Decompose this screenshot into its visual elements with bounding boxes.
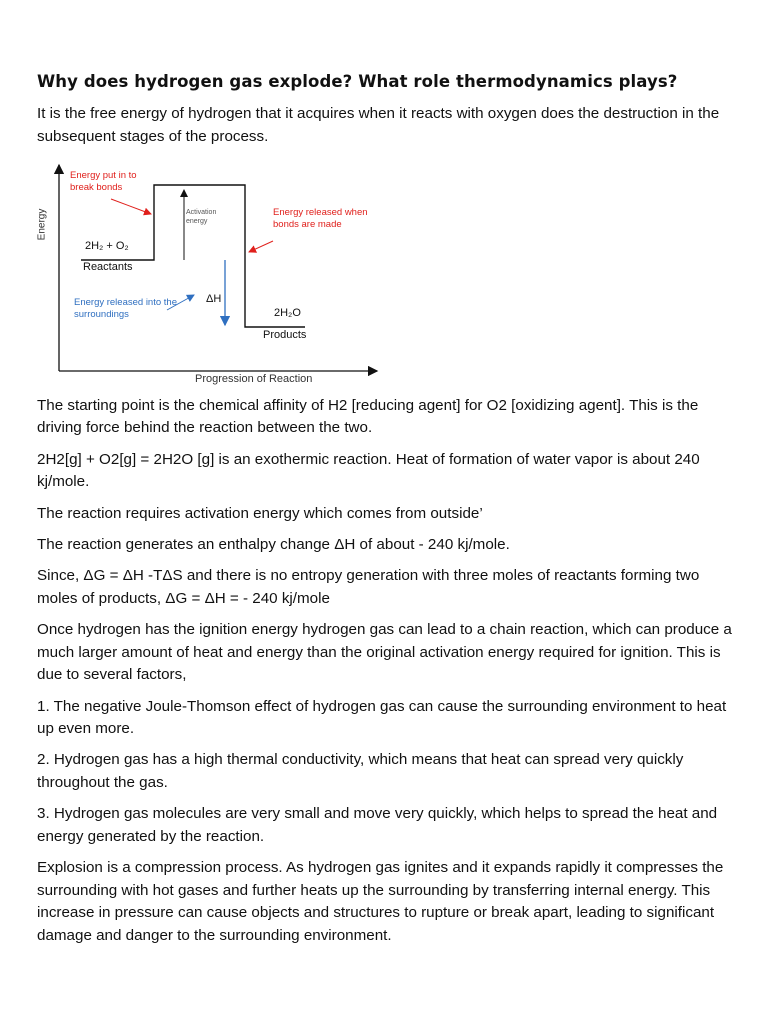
paragraph: Explosion is a compression process. As hydrogen gas ignites and it expands rapidly it compresses the surrounding with hot gases and further heats up the surrounding by transferring internal energy. This increase in pressure can cause objects and structures to rupture or break apart, leading to significant damage and danger to the surrounding environment. <box>37 859 724 944</box>
paragraph: The reaction requires activation energy which comes from outside’ <box>37 504 483 522</box>
list-item: 3. Hydrogen gas molecules are very small and move very quickly, which helps to spread the heat and energy generated by the reaction. <box>37 805 718 845</box>
energy-released-bonds-label: Energy released when bonds are made <box>273 206 368 230</box>
activation-energy-label: Activation energy <box>186 208 217 225</box>
paragraph: Since, ΔG = ΔH -TΔS and there is no entropy generation with three moles of reactants forming two moles of products, ΔG = ΔH = - 240 kj/mole <box>37 567 700 607</box>
paragraph: 2H2[g] + O2[g] = 2H2O [g] is an exothermic reaction. Heat of formation of water vapor is about 240 kj/mole. <box>37 450 700 491</box>
energy-diagram <box>37 157 397 389</box>
article-heading: Why does hydrogen gas explode? What role thermodynamics plays? <box>37 72 678 91</box>
energy-put-in-label: Energy put in to break bonds <box>70 169 137 193</box>
article <box>37 70 737 956</box>
delta-h-label: ΔH <box>206 292 222 305</box>
x-axis-label: Progression of Reaction <box>195 372 313 385</box>
paragraph: The starting point is the chemical affinity of H2 [reducing agent] for O2 [oxidizing agent]. This is the driving force behind the reaction between the two. <box>37 396 699 437</box>
intro-paragraph: It is the free energy of hydrogen that it acquires when it reacts with oxygen does the destruction in the subsequent stages of the process. <box>37 105 720 145</box>
energy-released-bonds-arrow <box>249 241 273 252</box>
products-formula: 2H₂O <box>274 306 301 319</box>
list-item: 1. The negative Joule-Thomson effect of hydrogen gas can cause the surrounding environment to heat up even more. <box>37 697 727 738</box>
energy-released-surroundings-label: Energy released into the surroundings <box>74 296 177 320</box>
y-axis-label: Energy <box>36 208 48 241</box>
energy-put-in-arrow <box>111 199 151 214</box>
reactants-label: Reactants <box>83 260 133 273</box>
reactants-formula: 2H₂ + O₂ <box>85 239 129 252</box>
paragraph: Once hydrogen has the ignition energy hydrogen gas can lead to a chain reaction, which can produce a much larger amount of heat and energy than the original activation energy required for ignition. This is due to several factors, <box>37 621 732 684</box>
products-label: Products <box>263 328 307 341</box>
list-item: 2. Hydrogen gas has a high thermal conductivity, which means that heat can spread very quickly throughout the gas. <box>37 751 684 791</box>
paragraph: The reaction generates an enthalpy change ΔH of about - 240 kj/mole. <box>37 535 510 553</box>
